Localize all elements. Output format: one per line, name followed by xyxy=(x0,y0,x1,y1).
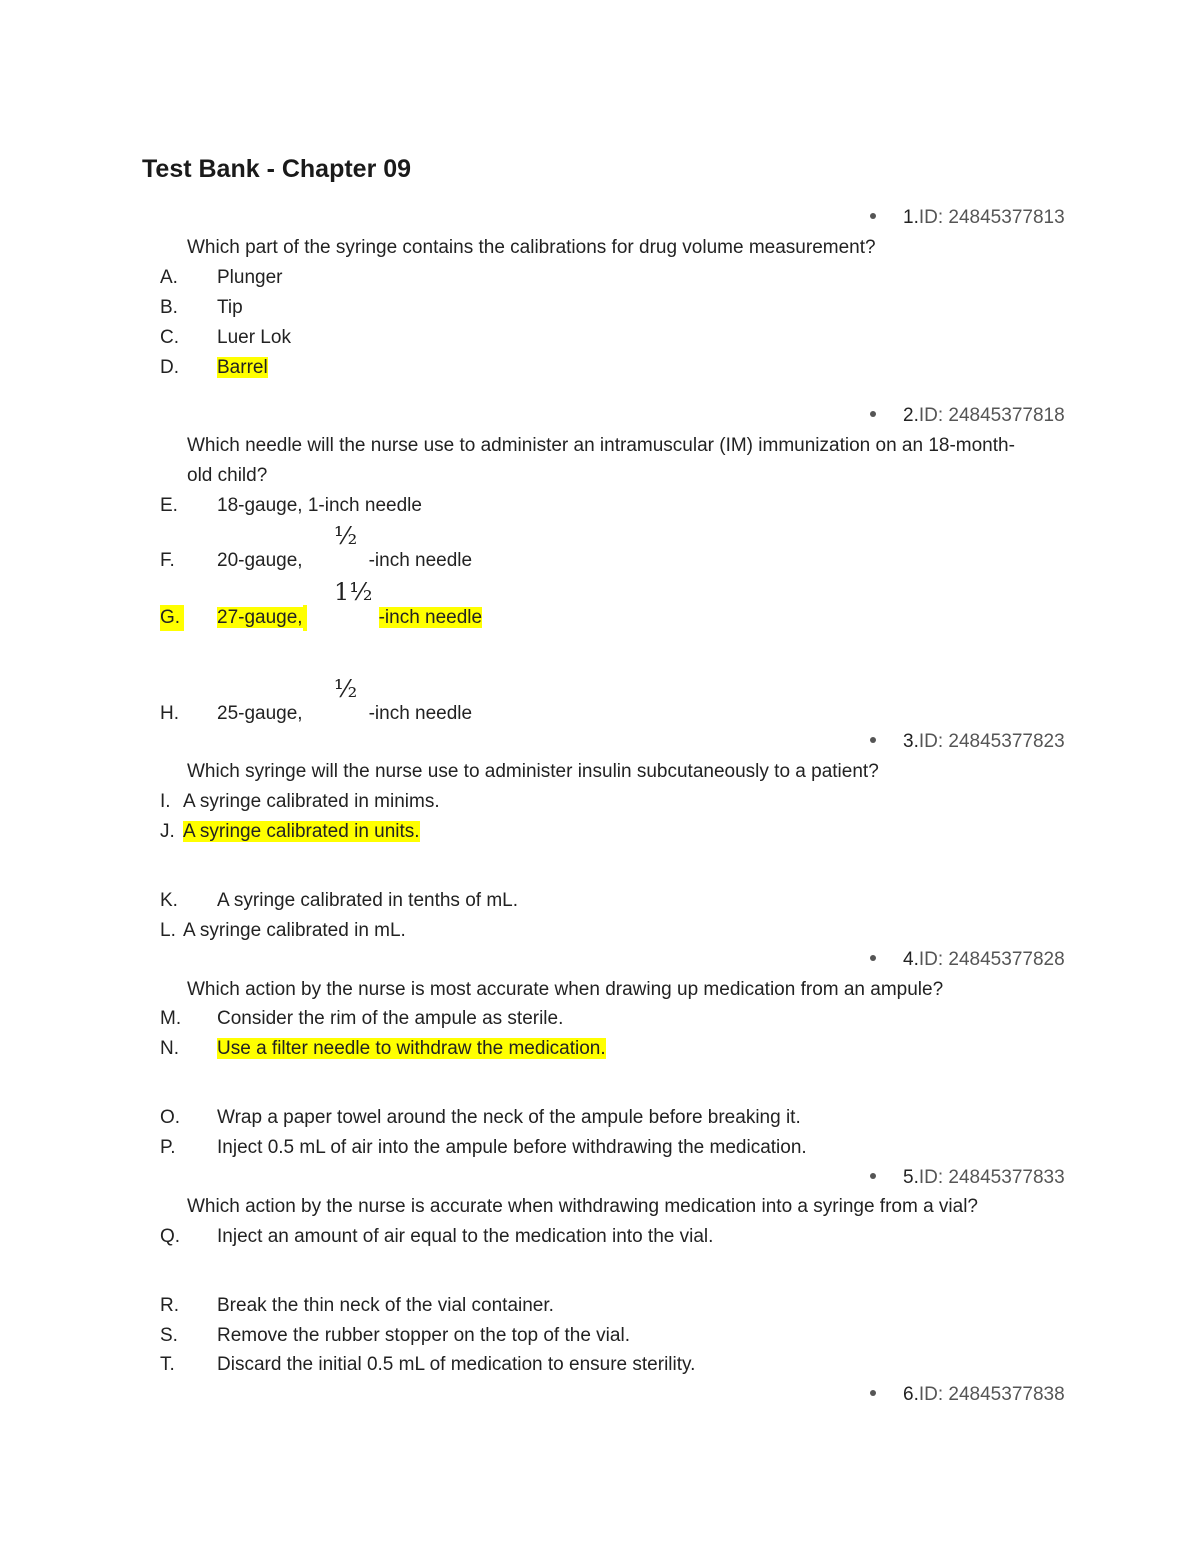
question-3-stem: Which syringe will the nurse use to administer insulin subcutaneously to a patient? xyxy=(187,761,879,782)
option-c: C. Luer Lok xyxy=(160,327,291,348)
option-i: I. A syringe calibrated in minims. xyxy=(160,791,440,812)
fraction-one-half-g: 1½ xyxy=(334,578,373,606)
question-1-id: 1.ID: 24845377813 xyxy=(870,207,1065,229)
bullet-icon xyxy=(870,1390,876,1396)
question-4-id: 4.ID: 24845377828 xyxy=(870,949,1065,971)
option-m: M. Consider the rim of the ampule as sterile. xyxy=(160,1008,564,1029)
question-1-stem: Which part of the syringe contains the calibrations for drug volume measurement? xyxy=(187,237,876,258)
option-g-correct: G. 27-gauge, -inch needle xyxy=(160,605,482,631)
question-5-id: 5.ID: 24845377833 xyxy=(870,1167,1065,1189)
bullet-icon xyxy=(870,737,876,743)
option-l: L. A syringe calibrated in mL. xyxy=(160,920,406,941)
bullet-icon xyxy=(870,213,876,219)
option-o: O. Wrap a paper towel around the neck of the ampule before breaking it. xyxy=(160,1107,801,1128)
question-5-stem: Which action by the nurse is accurate when withdrawing medication into a syringe from a vial? xyxy=(187,1196,978,1217)
option-r: R. Break the thin neck of the vial container. xyxy=(160,1295,554,1316)
option-e: E. 18-gauge, 1-inch needle xyxy=(160,495,422,516)
option-p: P. Inject 0.5 mL of air into the ampule before withdrawing the medication. xyxy=(160,1137,807,1158)
question-2-stem: Which needle will the nurse use to administer an intramuscular (IM) immunization on an 18-month-old child? xyxy=(187,435,1015,486)
option-h: H. 25-gauge, -inch needle xyxy=(160,703,473,724)
bullet-icon xyxy=(870,411,876,417)
fraction-half-f: ½ xyxy=(334,522,358,550)
option-n-correct: N. Use a filter needle to withdraw the medication. xyxy=(160,1038,606,1059)
page-title: Test Bank - Chapter 09 xyxy=(142,155,412,183)
option-k: K. A syringe calibrated in tenths of mL. xyxy=(160,890,518,911)
option-d-correct: D. Barrel xyxy=(160,357,268,378)
option-t: T. Discard the initial 0.5 mL of medication to ensure sterility. xyxy=(160,1354,696,1375)
question-4-stem: Which action by the nurse is most accurate when drawing up medication from an ampule? xyxy=(187,979,944,1000)
fraction-half-h: ½ xyxy=(334,675,358,703)
option-s: S. Remove the rubber stopper on the top of the vial. xyxy=(160,1325,630,1346)
option-q: Q. Inject an amount of air equal to the medication into the vial. xyxy=(160,1226,714,1247)
option-a: A. Plunger xyxy=(160,267,283,288)
question-6-id: 6.ID: 24845377838 xyxy=(870,1384,1065,1406)
question-2-id: 2.ID: 24845377818 xyxy=(870,405,1065,427)
bullet-icon xyxy=(870,1173,876,1179)
option-b: B. Tip xyxy=(160,297,243,318)
option-f: F. 20-gauge, -inch needle xyxy=(160,550,473,571)
bullet-icon xyxy=(870,955,876,961)
option-j-correct: J. A syringe calibrated in units. xyxy=(160,821,420,842)
question-3-id: 3.ID: 24845377823 xyxy=(870,731,1065,753)
